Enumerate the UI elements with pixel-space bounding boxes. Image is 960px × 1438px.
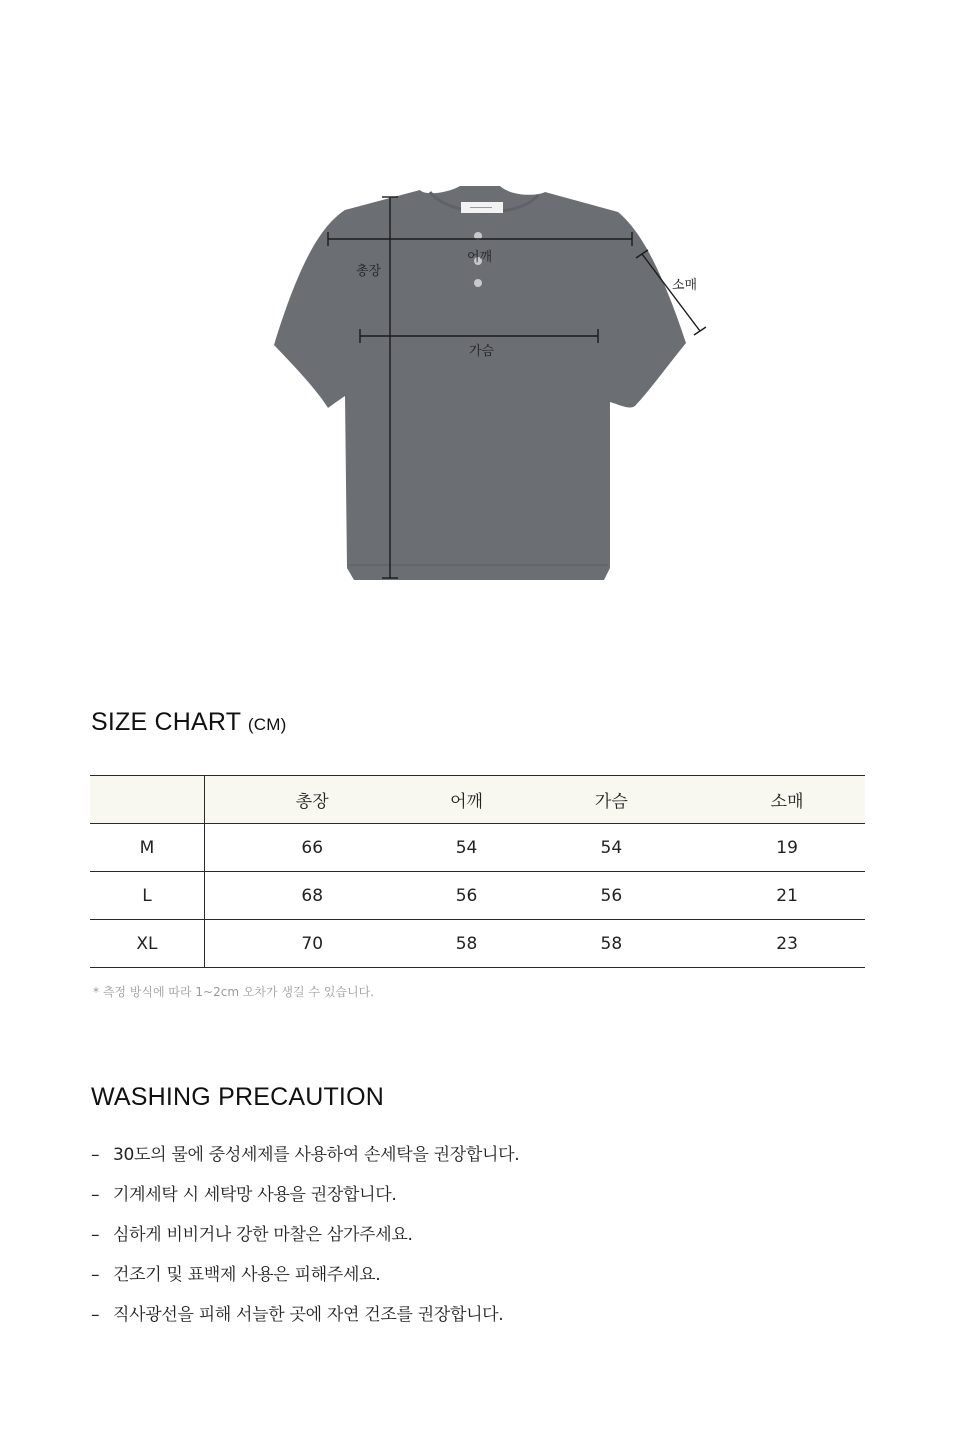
- size-chart-title-text: SIZE CHART: [91, 708, 241, 736]
- washing-list: [91, 1142, 519, 1342]
- table-header-row: [90, 776, 865, 824]
- bullet-dash: –: [91, 1305, 100, 1325]
- sleeve-cell: 23: [709, 920, 865, 968]
- list-item: [91, 1222, 519, 1262]
- header-cell-length: 총장: [204, 776, 419, 824]
- table-row: [90, 824, 865, 872]
- length-label: 총장: [356, 264, 382, 279]
- list-item-text: 기계세탁 시 세탁망 사용을 권장합니다.: [113, 1185, 397, 1205]
- header-cell-chest: 가슴: [513, 776, 709, 824]
- list-item-text: 심하게 비비거나 강한 마찰은 삼가주세요.: [113, 1225, 413, 1245]
- size-cell: XL: [90, 920, 204, 968]
- shirt-body: [274, 186, 686, 580]
- bullet-dash: –: [91, 1145, 100, 1165]
- header-cell-shoulder: 어깨: [420, 776, 514, 824]
- sleeve-cell: 19: [709, 824, 865, 872]
- list-item: [91, 1182, 519, 1222]
- list-item: [91, 1262, 519, 1302]
- chest-cell: 58: [513, 920, 709, 968]
- garment-measurement-diagram: [0, 0, 960, 640]
- list-item-text: 30도의 물에 중성세제를 사용하여 손세탁을 권장합니다.: [113, 1145, 520, 1165]
- bullet-dash: –: [91, 1185, 100, 1205]
- list-item-text: 직사광선을 피해 서늘한 곳에 자연 건조를 권장합니다.: [113, 1305, 504, 1325]
- size-chart-table: [90, 775, 865, 968]
- bullet-dash: –: [91, 1225, 100, 1245]
- bullet-dash: –: [91, 1265, 100, 1285]
- size-chart-unit: (CM): [247, 715, 287, 734]
- header-cell-size: [90, 776, 204, 824]
- length-cell: 70: [204, 920, 419, 968]
- shoulder-cell: 54: [420, 824, 514, 872]
- list-item: [91, 1142, 519, 1182]
- shoulder-label: 어깨: [467, 250, 493, 265]
- chest-label: 가슴: [469, 344, 495, 359]
- size-chart-title: [91, 708, 286, 737]
- header-cell-sleeve: 소매: [709, 776, 865, 824]
- button-3: [474, 279, 482, 287]
- shoulder-cell: 58: [420, 920, 514, 968]
- sleeve-label: 소매: [672, 278, 698, 293]
- size-chart-note: * 측정 방식에 따라 1~2cm 오차가 생길 수 있습니다.: [93, 985, 375, 999]
- washing-title: WASHING PRECAUTION: [91, 1083, 384, 1111]
- list-item: [91, 1302, 519, 1342]
- sleeve-cell: 21: [709, 872, 865, 920]
- length-cell: 68: [204, 872, 419, 920]
- size-cell: M: [90, 824, 204, 872]
- shoulder-cell: 56: [420, 872, 514, 920]
- list-item-text: 건조기 및 표백제 사용은 피해주세요.: [113, 1265, 381, 1285]
- length-cell: 66: [204, 824, 419, 872]
- size-cell: L: [90, 872, 204, 920]
- table-row: [90, 920, 865, 968]
- chest-cell: 54: [513, 824, 709, 872]
- table-row: [90, 872, 865, 920]
- chest-cell: 56: [513, 872, 709, 920]
